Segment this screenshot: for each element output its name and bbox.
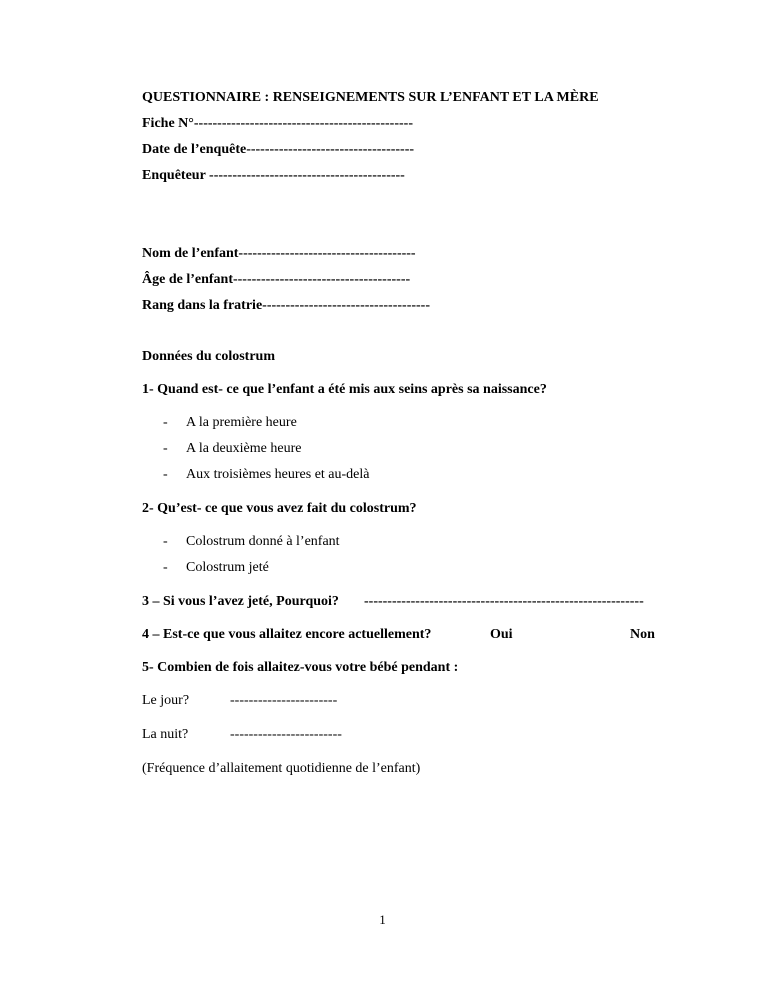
answer-no: Non <box>630 627 655 642</box>
question-3: 3 – Si vous l’avez jeté, Pourquoi? <box>142 594 339 609</box>
option-label: Aux troisièmes heures et au-delà <box>186 467 370 482</box>
option-label: Colostrum donné à l’enfant <box>186 534 340 549</box>
child-name-field: Nom de l’enfant-------------------------------------- <box>142 246 416 261</box>
fiche-number-field: Fiche N°----------------------------------------------- <box>142 116 413 131</box>
child-age-field: Âge de l’enfant-------------------------------------- <box>142 272 411 287</box>
list-bullet: - <box>163 467 168 482</box>
option-label: A la deuxième heure <box>186 441 302 456</box>
question-5: 5- Combien de fois allaitez-vous votre bébé pendant : <box>142 660 459 675</box>
document-title: QUESTIONNAIRE : RENSEIGNEMENTS SUR L’ENFANT ET LA MÈRE <box>142 90 599 105</box>
section-heading: Données du colostrum <box>142 349 276 364</box>
list-bullet: - <box>163 415 168 430</box>
list-bullet: - <box>163 441 168 456</box>
page-number: 1 <box>379 912 386 927</box>
night-answer-line: ------------------------ <box>230 727 342 742</box>
list-bullet: - <box>163 560 168 575</box>
answer-yes: Oui <box>490 627 513 642</box>
sibling-rank-field: Rang dans la fratrie------------------------------------ <box>142 298 430 313</box>
question-2: 2- Qu’est- ce que vous avez fait du colostrum? <box>142 501 417 516</box>
day-label: Le jour? <box>142 693 190 708</box>
question-3-answer-line: ------------------------------------------------------------ <box>364 594 644 609</box>
night-label: La nuit? <box>142 727 189 742</box>
interviewer-field: Enquêteur ------------------------------------------ <box>142 168 405 183</box>
frequency-note: (Fréquence d’allaitement quotidienne de l’enfant) <box>142 761 421 776</box>
day-answer-line: ----------------------- <box>230 693 338 708</box>
option-label: A la première heure <box>186 415 297 430</box>
option-label: Colostrum jeté <box>186 560 269 575</box>
question-1: 1- Quand est- ce que l’enfant a été mis aux seins après sa naissance? <box>142 382 547 397</box>
survey-date-field: Date de l’enquête------------------------------------ <box>142 142 415 157</box>
list-bullet: - <box>163 534 168 549</box>
question-4: 4 – Est-ce que vous allaitez encore actuellement? <box>142 627 432 642</box>
